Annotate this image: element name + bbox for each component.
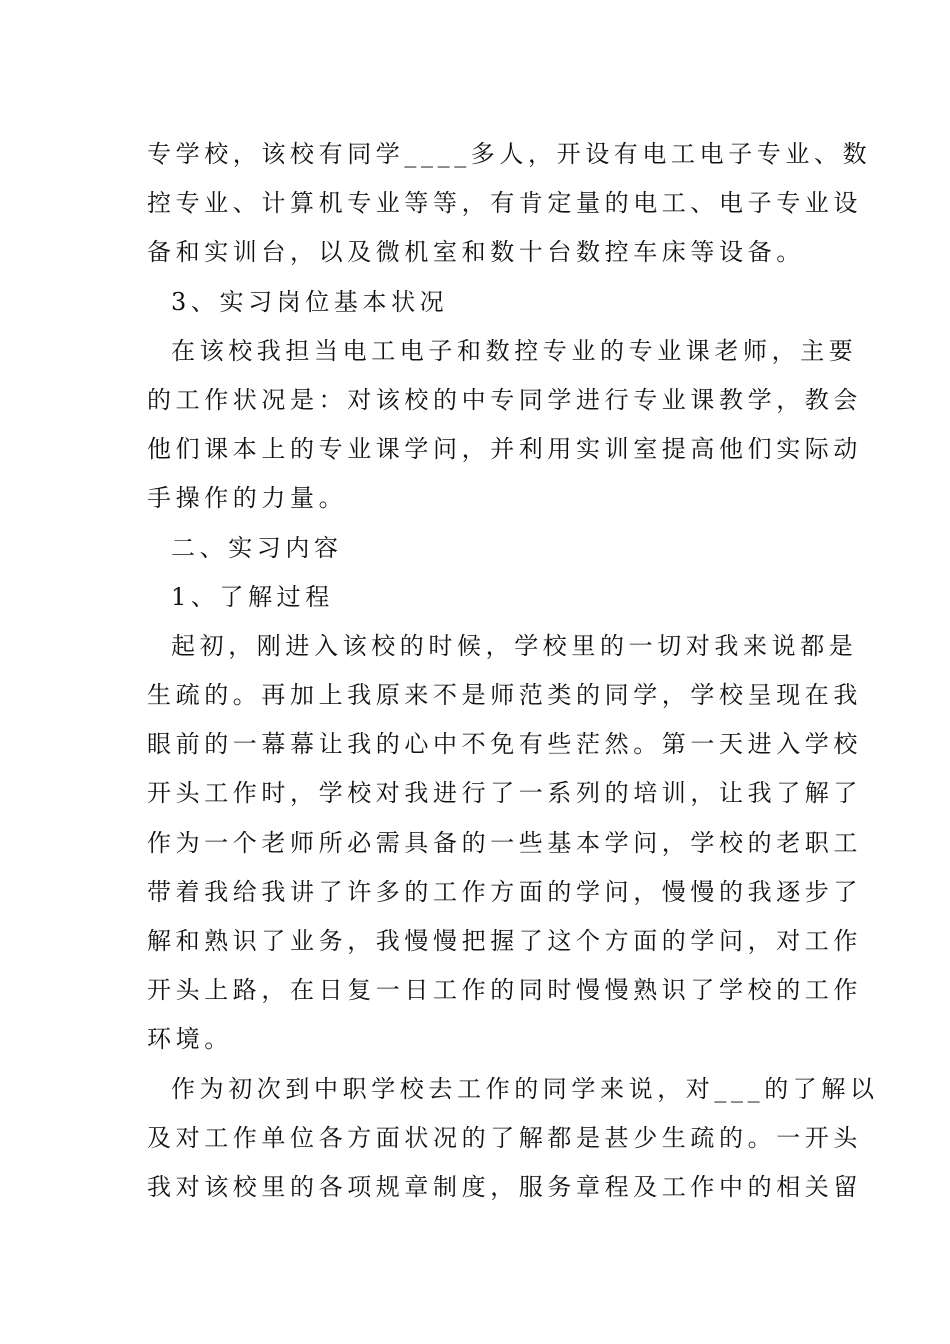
text-line: 手操作的力量。 — [147, 484, 348, 513]
section-heading: 1、了解过程 — [171, 582, 334, 611]
text-line: 我对该校里的各项规章制度，服务章程及工作中的相关留 — [147, 1172, 862, 1201]
text-line: 起初，刚进入该校的时候，学校里的一切对我来说都是 — [171, 631, 858, 660]
text-line: 生疏的。再加上我原来不是师范类的同学，学校呈现在我 — [147, 681, 862, 710]
text-line: 作为初次到中职学校去工作的同学来说，对___的了解以 — [171, 1074, 879, 1103]
text-line: 他们课本上的专业课学问，并利用实训室提高他们实际动 — [147, 435, 862, 464]
text-line: 作为一个老师所必需具备的一些基本学问，学校的老职工 — [147, 828, 862, 857]
text-line: 环境。 — [147, 1025, 233, 1054]
text-line: 开头上路，在日复一日工作的同时慢慢熟识了学校的工作 — [147, 976, 862, 1005]
document-body — [147, 130, 879, 1212]
text-line: 及对工作单位各方面状况的了解都是甚少生疏的。一开头 — [147, 1123, 862, 1152]
text-line: 解和熟识了业务，我慢慢把握了这个方面的学问，对工作 — [147, 927, 862, 955]
text-line: 专学校，该校有同学____多人，开设有电工电子专业、数 — [147, 140, 872, 168]
section-heading: 二、实习内容 — [171, 533, 343, 562]
text-line: 带着我给我讲了许多的工作方面的学问，慢慢的我逐步了 — [147, 877, 862, 906]
text-line: 在该校我担当电工电子和数控专业的专业课老师，主要 — [171, 336, 858, 365]
text-line: 备和实训台，以及微机室和数十台数控车床等设备。 — [147, 238, 805, 267]
text-line: 控专业、计算机专业等等，有肯定量的电工、电子专业设 — [147, 189, 862, 218]
section-heading: 3、实习岗位基本状况 — [171, 287, 449, 316]
text-line: 的工作状况是：对该校的中专同学进行专业课教学，教会 — [147, 385, 862, 414]
text-line: 开头工作时，学校对我进行了一系列的培训，让我了解了 — [147, 779, 862, 808]
text-line: 眼前的一幕幕让我的心中不免有些茫然。第一天进入学校 — [147, 730, 862, 759]
